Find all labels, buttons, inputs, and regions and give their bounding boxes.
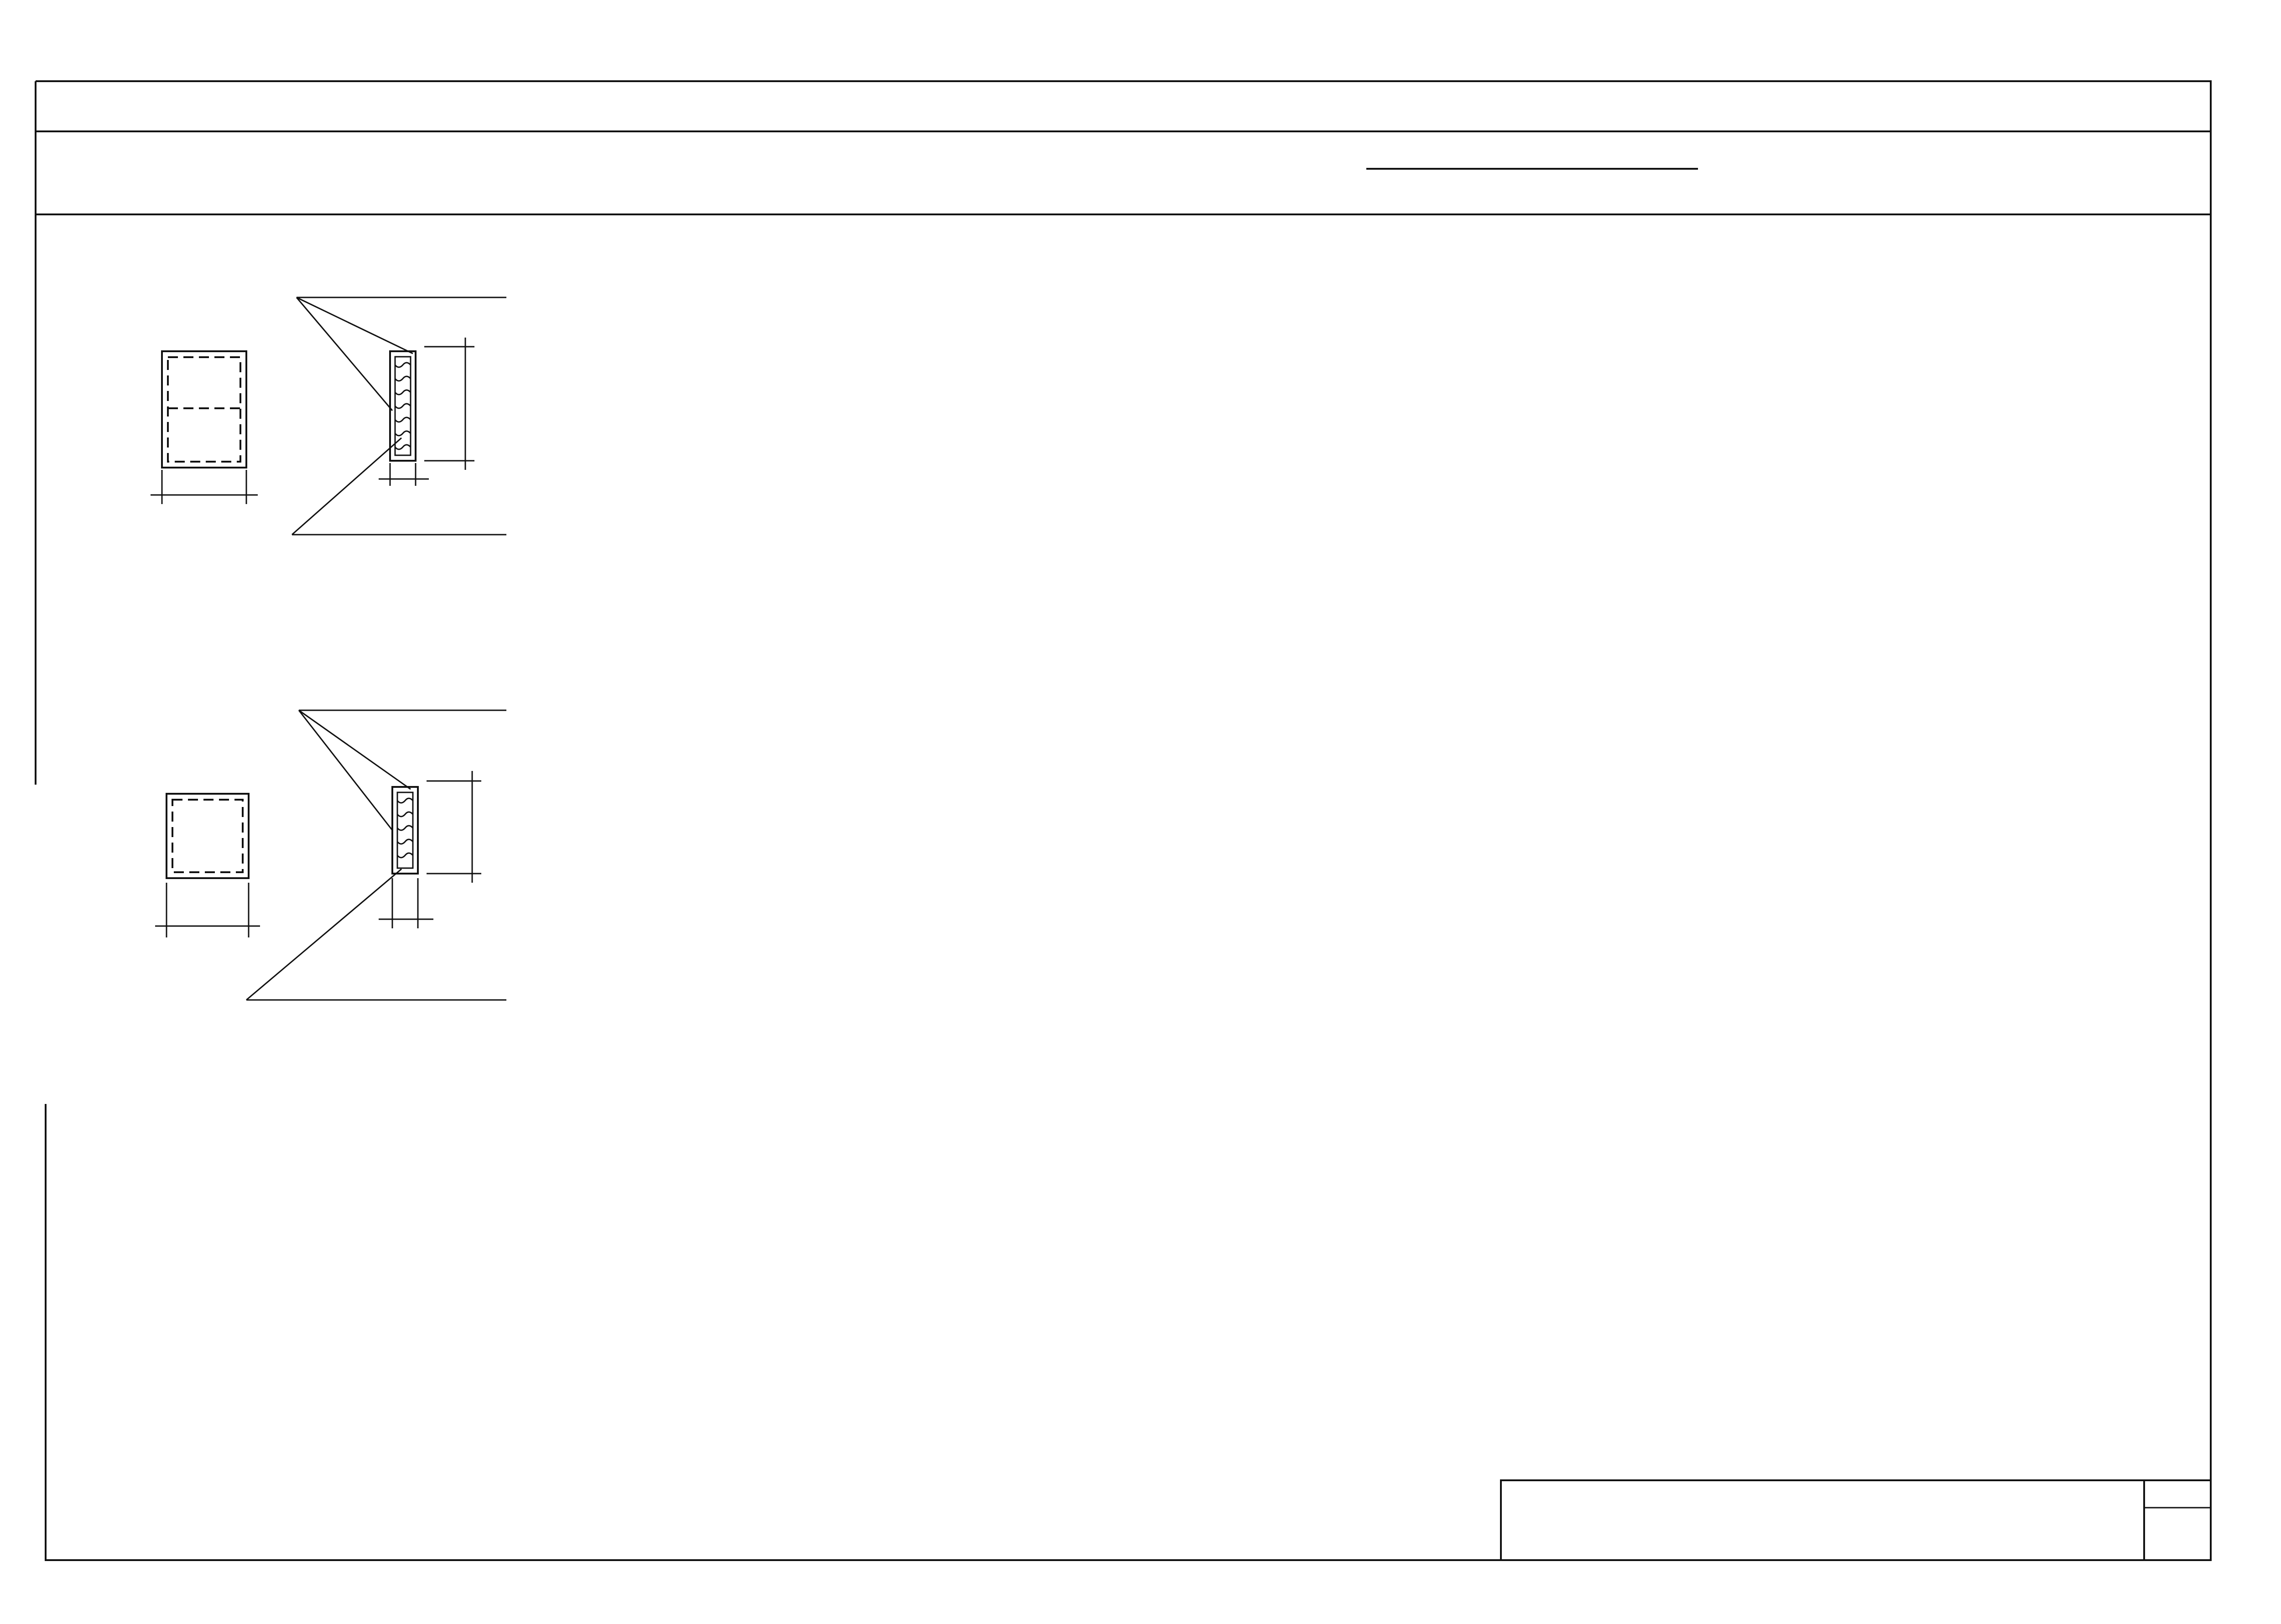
sketch-square-panel [155, 710, 506, 1000]
title-block [1501, 1480, 2211, 1560]
sheet-frame [36, 81, 2211, 1560]
sketch-tall-panel [151, 297, 506, 535]
